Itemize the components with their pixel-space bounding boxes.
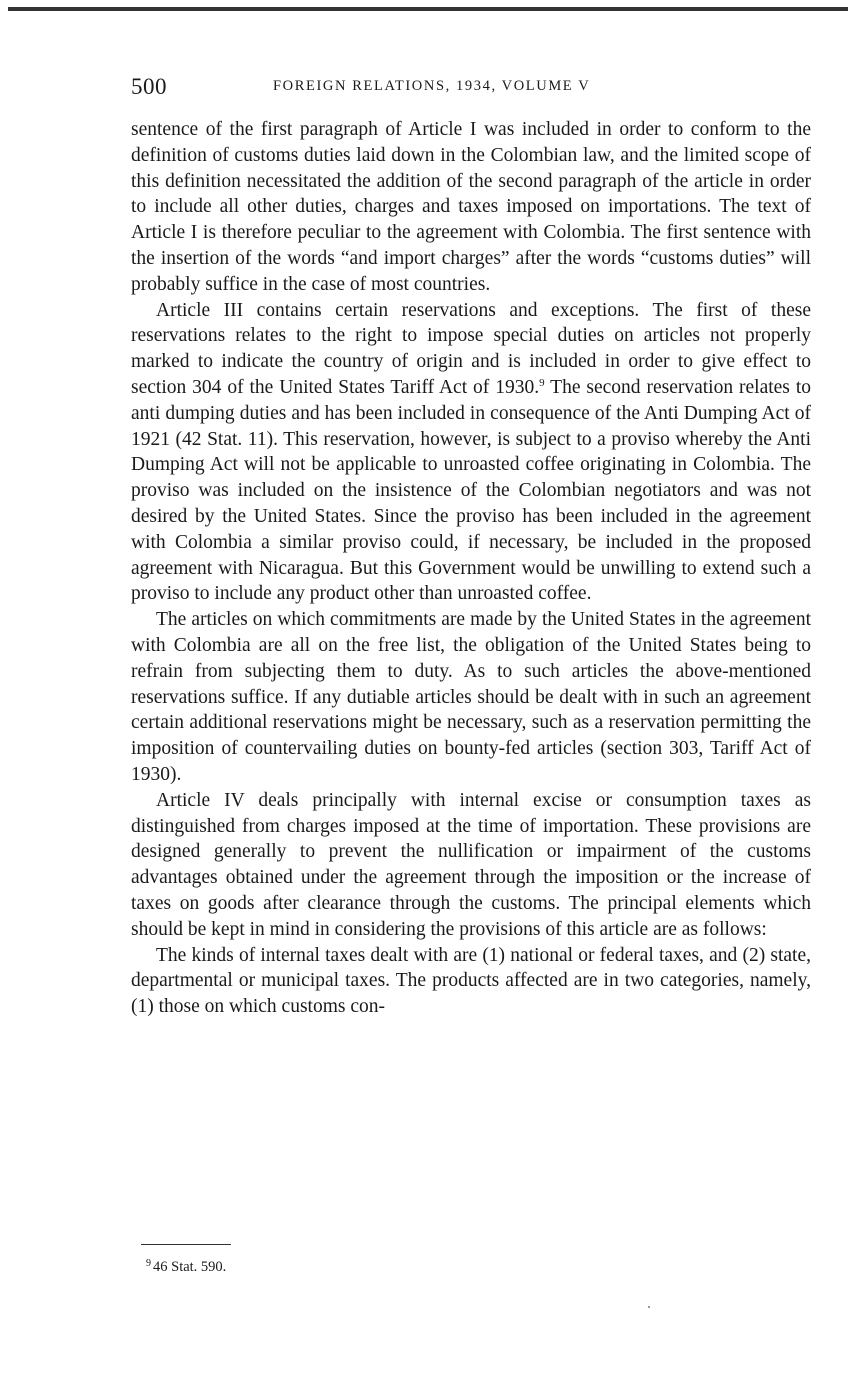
paragraph-2-text: Article III contains certain reservations and exceptions. The first of these reservations relates to the right to impose special duties on articles not properly marked to indicate the country of origin and is included in order to give effect to section 304 of the United States Tariff Act of 1930. xyxy=(131,299,811,398)
paragraph-5-text: The kinds of internal taxes dealt with are (1) national or federal taxes, and (2) state, departmental or municipal taxes. The products affected are in two categories, namely, (1) those on which customs con- xyxy=(131,944,811,1018)
paragraph-2-text-continued: The second reservation relates to anti dumping duties and has been included in consequence of the Anti Dumping Act of 1921 (42 Stat. 11). This reservation, however, is subject to a proviso whereby the Anti Dumping Act will not be applicable to unroasted coffee originating in Colombia. The proviso was included on the insistence of the Colombian negotiators and was not desired by the United States. Since the proviso has been included in the agreement with Colombia a similar proviso could, if necessary, be included in the proposed agreement with Nicaragua. But this Government would be unwilling to extend such a proviso to include any product other than unroasted coffee. xyxy=(131,376,811,605)
footnote xyxy=(146,1258,226,1276)
page-header xyxy=(131,74,811,104)
footnote-number: 9 xyxy=(146,1258,151,1269)
footnote-text: 46 Stat. 590. xyxy=(153,1259,227,1275)
running-title: FOREIGN RELATIONS, 1934, VOLUME V xyxy=(273,78,591,94)
paragraph-3 xyxy=(131,607,811,788)
footnote-rule xyxy=(141,1244,231,1245)
paragraph-1-text: sentence of the first paragraph of Article I was included in order to conform to the definition of customs duties laid down in the Colombian law, and the limited scope of this definition necessitated the addition of the second paragraph of the article in order to include all other duties, charges and taxes imposed on importations. The text of Article I is therefore peculiar to the agreement with Colombia. The first sentence with the insertion of the words “and import charges” after the words “customs duties” will probably suffice in the case of most countries. xyxy=(131,119,811,295)
paragraph-1 xyxy=(131,117,811,298)
footnote-marker[interactable]: 9 xyxy=(539,376,545,389)
paragraph-4 xyxy=(131,788,811,943)
body-text xyxy=(131,117,811,1020)
paragraph-2 xyxy=(131,298,811,608)
paragraph-3-text: The articles on which commitments are made by the United States in the agreement with Colombia are all on the free list, the obligation of the United States being to refrain from subjecting them to duty. As to such articles the above-mentioned reservations suffice. If any dutiable articles should be dealt with in such an agreement certain additional reservations might be necessary, such as a reservation permitting the imposition of countervailing duties on bounty-fed articles (section 303, Tariff Act of 1930). xyxy=(131,609,811,785)
paragraph-4-text: Article IV deals principally with internal excise or consumption taxes as distinguished from charges imposed at the time of importation. These provisions are designed generally to prevent the nullification or impairment of the customs advantages obtained under the agreement through the imposition or the increase of taxes on goods after clearance through the customs. The principal elements which should be kept in mind in considering the provisions of this article are as follows: xyxy=(131,789,811,940)
top-rule xyxy=(8,7,848,11)
paragraph-5 xyxy=(131,943,811,1020)
scan-speck xyxy=(648,1306,650,1308)
page-number: 500 xyxy=(131,74,167,99)
